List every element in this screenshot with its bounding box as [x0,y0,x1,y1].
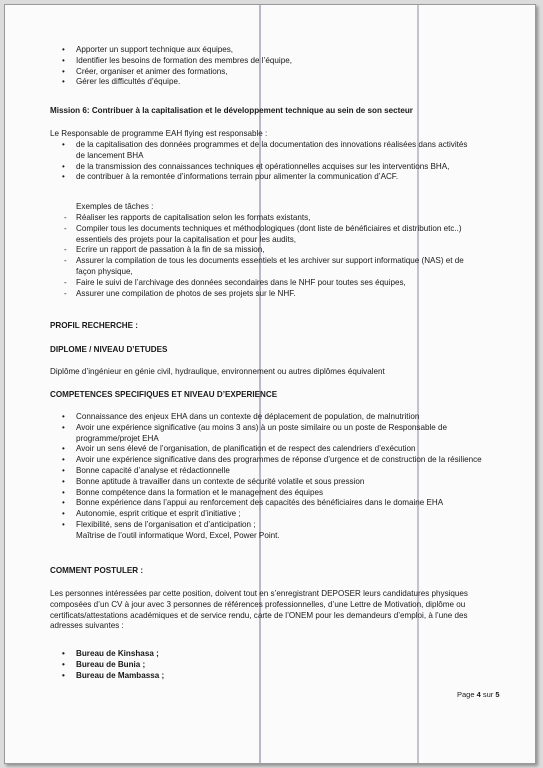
list-item: • Bureau de Kinshasa ; [62,649,164,660]
list-item: - Assurer la compilation de tous les documents essentiels et les archiver sur support informatique (NAS) et de façon physique, [62,256,464,278]
profil-heading: PROFIL RECHERCHE : [50,321,138,330]
list-item: - Ecrire un rapport de passation à la fin de sa mission, [62,245,464,256]
list-item: • Créer, organiser et animer des formations, [62,67,292,78]
list-item: • Bureau de Bunia ; [62,660,164,671]
document-page [4,4,536,764]
diplome-heading: DIPLOME / NIVEAU D’ETUDES [50,345,168,354]
list-item: - Réaliser les rapports de capitalisation selon les formats existants, [62,213,464,224]
competences-heading: COMPETENCES SPECIFIQUES ET NIVEAU D’EXPERIENCE [50,390,278,399]
document-content [5,5,535,763]
comment-paragraph: Les personnes intéressées par cette position, doivent tout en s’enregistrant DEPOSER leurs candidatures physiques composées d’un CV à jour avec 3 personnes de références professionnelles, d’une Lettre de Motivation, diplôme ou certificats/attestations académiques et de service rendu, carte de l’ONEM pour les demandeurs d’emploi, à l’une des adresses suivantes : [50,589,468,631]
responsibility-intro: Le Responsable de programme EAH flying est responsable : [50,129,268,138]
list-item: • Bonne aptitude à travailler dans un contexte de sécurité volatile et sous pression [62,477,482,488]
list-item: • Avoir une expérience significative dans des programmes de réponse d’urgence et de construction de la résilience [62,455,482,466]
list-item: • Apporter un support technique aux équipes, [62,45,292,56]
list-item: • Bonne capacité d’analyse et rédactionnelle [62,466,482,477]
list-item: • de la transmission des connaissances techniques et opérationnelles acquises sur les interventions BHA, [62,162,467,173]
list-item: • Avoir un sens élevé de l’organisation, de planification et de respect des calendriers d’exécution [62,444,482,455]
list-item: • de contribuer à la remontée d’informations terrain pour alimenter la communication d’ACF. [62,172,467,183]
list-item: • Connaissance des enjeux EHA dans un contexte de déplacement de population, de malnutrition [62,412,482,423]
list-item: - Assurer une compilation de photos de ses projets sur le NHF. [62,289,464,300]
bureaux-list [62,649,164,681]
competences-list [62,412,482,542]
page-number: Page 4 sur 5 [457,690,500,699]
examples-heading: Exemples de tâches : [76,202,154,211]
list-item: • Avoir une expérience significative (au moins 3 ans) à un poste similaire ou un poste de Responsable de programme/projet EHA [62,423,482,445]
list-item: • Gérer les difficultés d’équipe. [62,77,292,88]
comment-heading: COMMENT POSTULER : [50,566,144,575]
list-item: • Bonne compétence dans la formation et le management des équipes [62,488,482,499]
diplome-text: Diplôme d’ingénieur en génie civil, hydraulique, environnement ou autres diplômes équivalent [50,367,385,376]
list-item: • de la capitalisation des données programmes et de la documentation des innovations réalisées dans activités de lancement BHA [62,140,467,162]
list-item: • Bureau de Mambassa ; [62,671,164,682]
list-item: • Identifier les besoins de formation des membres de l’équipe, [62,56,292,67]
list-item: - Compiler tous les documents techniques et méthodologiques (dont liste de bénéficiaires et distribution etc..) essentiels des projets pour la capitalisation et pour les audits, [62,224,464,246]
list-item: • Flexibilité, sens de l’organisation et d’anticipation ; Maîtrise de l’outil informatique Word, Excel, Power Point. [62,520,482,542]
mission6-heading: Mission 6: Contribuer à la capitalisation et le développement technique au sein de son secteur [50,106,413,115]
list-item: • Bonne expérience dans l’appui au renforcement des capacités des bénéficiaires dans le domaine EHA [62,498,482,509]
list-item: - Faire le suivi de l’archivage des données secondaires dans le NHF pour toutes ses équipes, [62,278,464,289]
task-list-top [62,45,292,88]
list-item: • Autonomie, esprit critique et esprit d’initiative ; [62,509,482,520]
examples-list [62,213,464,299]
responsibility-list [62,140,467,183]
